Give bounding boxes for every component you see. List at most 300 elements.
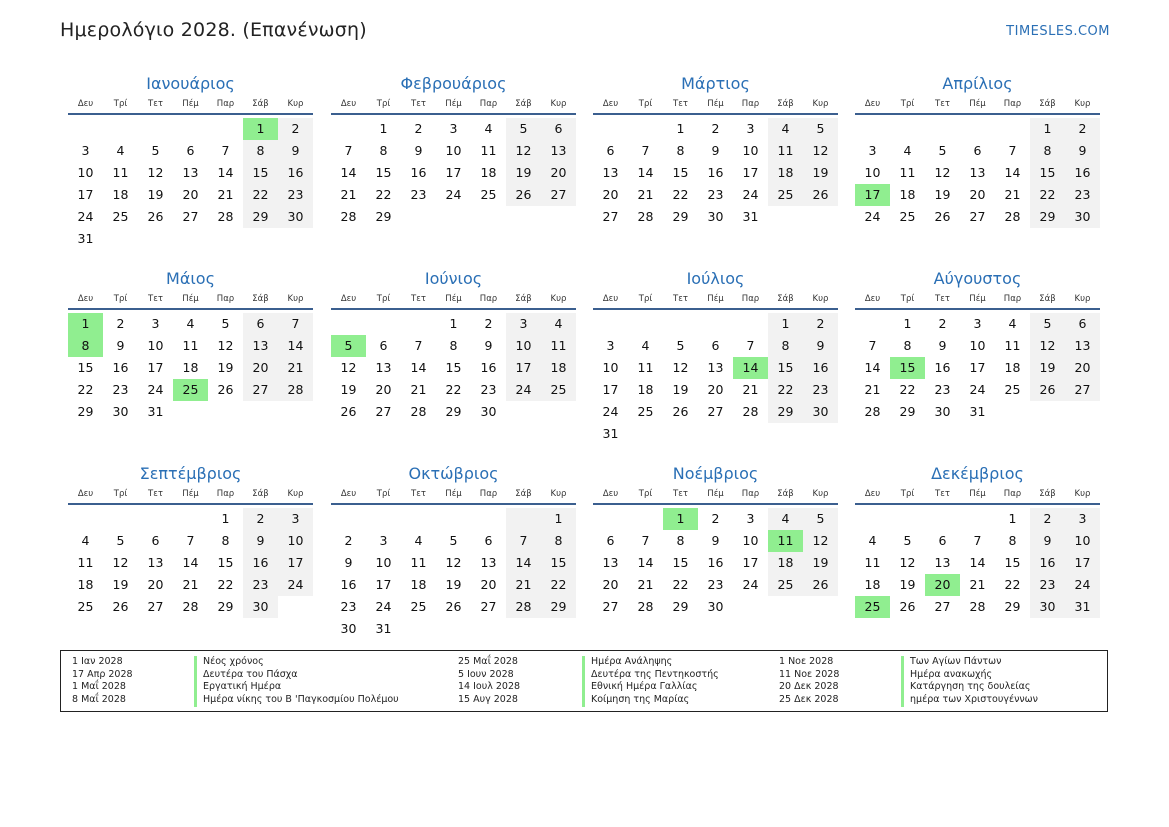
day-cell: 15 xyxy=(445,360,462,375)
day-cell: 24 xyxy=(864,209,881,224)
day-cell: 24 xyxy=(742,577,759,592)
month-calendar xyxy=(855,73,1100,228)
day-grid xyxy=(593,508,838,618)
day-cell: 5 xyxy=(803,508,838,530)
month-name: Ιούνιος xyxy=(424,269,483,288)
day-cell: 23 xyxy=(243,574,278,596)
empty-cell xyxy=(331,118,366,140)
day-cell: 19 xyxy=(112,577,129,592)
day-cell: 31 xyxy=(969,404,986,419)
day-cell: 21 xyxy=(506,574,541,596)
day-cell: 14 xyxy=(637,165,654,180)
day-cell: 26 xyxy=(217,382,234,397)
day-grid xyxy=(855,313,1100,423)
day-cell: 18 xyxy=(182,360,199,375)
day-cell: 1 xyxy=(379,121,388,136)
day-cell: 16 xyxy=(1065,162,1100,184)
day-cell: 7 xyxy=(746,338,755,353)
day-cell: 29 xyxy=(375,209,392,224)
day-cell: 3 xyxy=(746,511,755,526)
day-cell: 23 xyxy=(934,382,951,397)
day-grid xyxy=(68,118,313,250)
day-cell: 24 xyxy=(969,382,986,397)
day-cell: 8 xyxy=(903,338,912,353)
empty-cell xyxy=(733,313,768,335)
weekday-header xyxy=(331,99,576,115)
day-cell: 26 xyxy=(1030,379,1065,401)
weekday-label: Δευ xyxy=(602,294,619,304)
weekday-label: Δευ xyxy=(602,99,619,109)
weekday-label: Πέμ xyxy=(707,489,724,499)
day-cell: 3 xyxy=(506,313,541,335)
day-cell: 3 xyxy=(606,338,615,353)
day-cell: 2 xyxy=(116,316,125,331)
weekday-label: Παρ xyxy=(216,99,235,109)
day-cell: 2 xyxy=(938,316,947,331)
empty-cell xyxy=(103,508,138,530)
day-cell: 7 xyxy=(868,338,877,353)
empty-cell xyxy=(663,313,698,335)
empty-cell xyxy=(401,508,436,530)
day-cell: 21 xyxy=(278,357,313,379)
day-cell: 25 xyxy=(768,184,803,206)
day-cell: 20 xyxy=(969,187,986,202)
day-cell: 6 xyxy=(1065,313,1100,335)
weekday-label: Τετ xyxy=(411,294,426,304)
day-cell: 27 xyxy=(707,404,724,419)
day-grid xyxy=(855,508,1100,618)
legend-date: 15 Αυγ 2028 xyxy=(458,694,518,706)
legend-date: 14 Ιουλ 2028 xyxy=(458,681,521,693)
day-cell: 7 xyxy=(506,530,541,552)
day-cell: 9 xyxy=(484,338,493,353)
day-cell: 22 xyxy=(445,382,462,397)
day-cell: 28 xyxy=(637,209,654,224)
weekday-label: Κυρ xyxy=(812,294,829,304)
weekday-label: Τρί xyxy=(376,99,391,109)
day-cell: 30 xyxy=(707,209,724,224)
day-cell: 4 xyxy=(903,143,912,158)
weekday-label: Πέμ xyxy=(182,294,199,304)
day-grid xyxy=(331,508,576,640)
empty-cell xyxy=(331,313,366,335)
weekday-label: Τετ xyxy=(673,294,688,304)
day-cell: 25 xyxy=(637,404,654,419)
day-cell: 29 xyxy=(541,596,576,618)
empty-cell xyxy=(173,508,208,530)
weekday-label: Δευ xyxy=(602,489,619,499)
day-cell: 17 xyxy=(278,552,313,574)
day-cell: 6 xyxy=(186,143,195,158)
day-cell: 10 xyxy=(1065,530,1100,552)
legend-holiday-name: Ημέρα νίκης του Β 'Παγκοσμίου Πολέμου xyxy=(194,694,399,707)
day-cell: 6 xyxy=(606,143,615,158)
day-cell: 11 xyxy=(77,555,94,570)
day-cell: 9 xyxy=(803,335,838,357)
legend-holiday-name: Ημέρα ανακωχής xyxy=(901,669,1038,682)
day-cell: 22 xyxy=(768,379,803,401)
day-cell: 7 xyxy=(221,143,230,158)
day-cell: 20 xyxy=(147,577,164,592)
day-cell: 18 xyxy=(864,577,881,592)
month-name: Ιανουάριος xyxy=(146,74,235,93)
day-cell: 11 xyxy=(637,360,654,375)
day-cell: 7 xyxy=(641,533,650,548)
holiday-day-cell: 5 xyxy=(331,335,366,357)
day-cell: 4 xyxy=(116,143,125,158)
day-cell: 2 xyxy=(711,121,720,136)
day-cell: 31 xyxy=(602,426,619,441)
weekday-label: Σάβ xyxy=(252,294,269,304)
day-cell: 10 xyxy=(969,338,986,353)
day-cell: 24 xyxy=(77,209,94,224)
weekday-label: Τετ xyxy=(673,489,688,499)
weekday-label: Σάβ xyxy=(1039,99,1056,109)
holiday-day-cell: 14 xyxy=(733,357,768,379)
day-cell: 26 xyxy=(340,404,357,419)
month-calendar xyxy=(331,73,576,228)
day-cell: 6 xyxy=(379,338,388,353)
weekday-label: Κυρ xyxy=(287,489,304,499)
day-cell: 12 xyxy=(147,165,164,180)
day-cell: 5 xyxy=(1030,313,1065,335)
day-cell: 16 xyxy=(934,360,951,375)
day-cell: 20 xyxy=(243,357,278,379)
holiday-day-cell: 25 xyxy=(855,596,890,618)
day-cell: 10 xyxy=(77,165,94,180)
day-cell: 9 xyxy=(938,338,947,353)
day-cell: 23 xyxy=(707,577,724,592)
day-cell: 2 xyxy=(243,508,278,530)
day-cell: 17 xyxy=(445,165,462,180)
day-cell: 21 xyxy=(340,187,357,202)
day-cell: 17 xyxy=(742,165,759,180)
day-cell: 13 xyxy=(375,360,392,375)
day-cell: 9 xyxy=(243,530,278,552)
legend-date: 1 Νοε 2028 xyxy=(779,656,834,667)
day-cell: 25 xyxy=(112,209,129,224)
weekday-label: Παρ xyxy=(479,489,498,499)
day-cell: 13 xyxy=(147,555,164,570)
day-cell: 27 xyxy=(182,209,199,224)
day-cell: 16 xyxy=(1030,552,1065,574)
day-cell: 3 xyxy=(81,143,90,158)
day-cell: 5 xyxy=(938,143,947,158)
weekday-label: Τετ xyxy=(673,99,688,109)
day-cell: 27 xyxy=(541,184,576,206)
day-cell: 12 xyxy=(899,555,916,570)
day-cell: 6 xyxy=(243,313,278,335)
day-cell: 16 xyxy=(243,552,278,574)
day-cell: 14 xyxy=(864,360,881,375)
day-grid xyxy=(855,118,1100,228)
day-cell: 15 xyxy=(77,360,94,375)
empty-cell xyxy=(593,313,628,335)
day-cell: 15 xyxy=(672,165,689,180)
weekday-label: Πέμ xyxy=(182,489,199,499)
weekday-label: Παρ xyxy=(216,294,235,304)
weekday-label: Τρί xyxy=(376,489,391,499)
empty-cell xyxy=(593,508,628,530)
day-cell: 5 xyxy=(449,533,458,548)
day-cell: 24 xyxy=(147,382,164,397)
day-cell: 15 xyxy=(1030,162,1065,184)
day-cell: 24 xyxy=(1065,574,1100,596)
empty-cell xyxy=(68,508,103,530)
day-cell: 1 xyxy=(449,316,458,331)
day-grid xyxy=(68,313,313,423)
day-cell: 8 xyxy=(676,143,685,158)
day-cell: 31 xyxy=(147,404,164,419)
legend-date: 1 Ιαν 2028 xyxy=(72,656,123,667)
empty-cell xyxy=(925,118,960,140)
month-calendar xyxy=(331,463,576,640)
empty-cell xyxy=(103,118,138,140)
day-cell: 9 xyxy=(414,143,423,158)
day-cell: 1 xyxy=(1008,511,1017,526)
day-cell: 7 xyxy=(641,143,650,158)
empty-cell xyxy=(855,313,890,335)
day-cell: 9 xyxy=(1065,140,1100,162)
month-calendar xyxy=(68,73,313,250)
day-cell: 12 xyxy=(934,165,951,180)
day-cell: 5 xyxy=(506,118,541,140)
weekday-label: Τρί xyxy=(638,294,653,304)
weekday-label: Σάβ xyxy=(1039,294,1056,304)
site-link[interactable]: TIMESLES.COM xyxy=(1006,24,1110,39)
day-cell: 4 xyxy=(186,316,195,331)
day-cell: 6 xyxy=(711,338,720,353)
day-cell: 11 xyxy=(541,335,576,357)
day-cell: 5 xyxy=(803,118,838,140)
day-cell: 30 xyxy=(480,404,497,419)
day-cell: 1 xyxy=(768,313,803,335)
weekday-label: Κυρ xyxy=(812,489,829,499)
day-cell: 21 xyxy=(637,187,654,202)
day-cell: 26 xyxy=(899,599,916,614)
day-cell: 26 xyxy=(445,599,462,614)
day-cell: 29 xyxy=(899,404,916,419)
day-cell: 14 xyxy=(637,555,654,570)
day-cell: 24 xyxy=(506,379,541,401)
day-cell: 2 xyxy=(803,313,838,335)
day-cell: 20 xyxy=(1065,357,1100,379)
weekday-label: Σάβ xyxy=(777,294,794,304)
holiday-day-cell: 1 xyxy=(663,508,698,530)
weekday-header xyxy=(855,489,1100,505)
day-cell: 30 xyxy=(803,401,838,423)
day-cell: 4 xyxy=(768,508,803,530)
day-cell: 9 xyxy=(711,533,720,548)
weekday-header xyxy=(68,489,313,505)
weekday-label: Σάβ xyxy=(252,99,269,109)
day-cell: 6 xyxy=(151,533,160,548)
month-name: Ιούλιος xyxy=(686,269,745,288)
legend-holiday-name: Κατάργηση της δουλείας xyxy=(901,681,1038,694)
month-name: Φεβρουάριος xyxy=(400,74,507,93)
day-cell: 17 xyxy=(147,360,164,375)
day-cell: 21 xyxy=(410,382,427,397)
holiday-legend xyxy=(60,650,1108,712)
day-grid xyxy=(331,118,576,228)
weekday-label: Δευ xyxy=(864,489,881,499)
day-cell: 29 xyxy=(217,599,234,614)
day-cell: 26 xyxy=(803,184,838,206)
month-calendar xyxy=(593,463,838,618)
month-calendar xyxy=(855,463,1100,618)
day-cell: 18 xyxy=(112,187,129,202)
day-cell: 6 xyxy=(938,533,947,548)
empty-cell xyxy=(401,313,436,335)
day-cell: 30 xyxy=(1030,596,1065,618)
day-cell: 18 xyxy=(77,577,94,592)
day-cell: 22 xyxy=(672,187,689,202)
day-cell: 23 xyxy=(112,382,129,397)
day-cell: 19 xyxy=(147,187,164,202)
day-cell: 15 xyxy=(672,555,689,570)
day-cell: 1 xyxy=(221,511,230,526)
day-cell: 10 xyxy=(445,143,462,158)
month-name: Οκτώβριος xyxy=(408,464,499,483)
empty-cell xyxy=(366,508,401,530)
weekday-label: Τρί xyxy=(638,99,653,109)
weekday-label: Κυρ xyxy=(550,489,567,499)
legend-date: 5 Ιουν 2028 xyxy=(458,668,514,680)
day-cell: 26 xyxy=(803,574,838,596)
weekday-label: Κυρ xyxy=(287,99,304,109)
day-cell: 17 xyxy=(969,360,986,375)
legend-date: 1 Μαΐ 2028 xyxy=(72,681,126,693)
empty-cell xyxy=(208,118,243,140)
weekday-header xyxy=(68,99,313,115)
weekday-label: Τρί xyxy=(113,99,128,109)
day-cell: 13 xyxy=(182,165,199,180)
day-cell: 26 xyxy=(112,599,129,614)
day-cell: 22 xyxy=(672,577,689,592)
day-cell: 26 xyxy=(147,209,164,224)
day-cell: 4 xyxy=(541,313,576,335)
day-cell: 25 xyxy=(541,379,576,401)
day-cell: 18 xyxy=(480,165,497,180)
day-cell: 9 xyxy=(711,143,720,158)
day-cell: 17 xyxy=(742,555,759,570)
holiday-day-cell: 8 xyxy=(68,335,103,357)
day-cell: 27 xyxy=(375,404,392,419)
day-cell: 21 xyxy=(969,577,986,592)
day-cell: 2 xyxy=(484,316,493,331)
weekday-label: Σάβ xyxy=(515,489,532,499)
day-cell: 29 xyxy=(445,404,462,419)
day-cell: 11 xyxy=(112,165,129,180)
legend-holiday-name: Κοίμηση της Μαρίας xyxy=(582,694,719,707)
weekday-header xyxy=(593,99,838,115)
day-cell: 31 xyxy=(742,209,759,224)
weekday-label: Τετ xyxy=(148,294,163,304)
day-cell: 9 xyxy=(278,140,313,162)
day-cell: 5 xyxy=(116,533,125,548)
day-cell: 1 xyxy=(676,121,685,136)
month-calendar xyxy=(68,268,313,423)
day-cell: 22 xyxy=(1004,577,1021,592)
day-cell: 15 xyxy=(541,552,576,574)
day-cell: 22 xyxy=(243,184,278,206)
day-cell: 20 xyxy=(480,577,497,592)
legend-holiday-name: Νέος χρόνος xyxy=(194,656,399,669)
legend-holiday-name: Δευτέρα της Πεντηκοστής xyxy=(582,669,719,682)
day-cell: 12 xyxy=(112,555,129,570)
empty-cell xyxy=(138,508,173,530)
day-cell: 3 xyxy=(379,533,388,548)
weekday-label: Τετ xyxy=(935,99,950,109)
weekday-label: Πέμ xyxy=(182,99,199,109)
weekday-label: Πέμ xyxy=(445,489,462,499)
day-cell: 16 xyxy=(707,165,724,180)
month-name: Δεκέμβριος xyxy=(931,464,1024,483)
weekday-label: Τρί xyxy=(638,489,653,499)
day-cell: 18 xyxy=(541,357,576,379)
holiday-day-cell: 1 xyxy=(243,118,278,140)
weekday-header xyxy=(593,294,838,310)
day-cell: 6 xyxy=(541,118,576,140)
day-cell: 7 xyxy=(278,313,313,335)
day-cell: 8 xyxy=(379,143,388,158)
day-cell: 8 xyxy=(243,140,278,162)
weekday-label: Πέμ xyxy=(707,294,724,304)
weekday-label: Τρί xyxy=(113,294,128,304)
day-cell: 19 xyxy=(445,577,462,592)
day-cell: 11 xyxy=(768,140,803,162)
day-cell: 29 xyxy=(1004,599,1021,614)
day-cell: 8 xyxy=(221,533,230,548)
day-cell: 8 xyxy=(541,530,576,552)
day-cell: 30 xyxy=(243,596,278,618)
day-cell: 8 xyxy=(1030,140,1065,162)
month-calendar xyxy=(593,268,838,445)
day-cell: 7 xyxy=(186,533,195,548)
day-cell: 4 xyxy=(484,121,493,136)
weekday-label: Παρ xyxy=(479,99,498,109)
day-cell: 17 xyxy=(375,577,392,592)
day-cell: 27 xyxy=(969,209,986,224)
day-cell: 25 xyxy=(410,599,427,614)
legend-name-column xyxy=(582,656,719,707)
day-cell: 21 xyxy=(217,187,234,202)
day-cell: 18 xyxy=(637,382,654,397)
day-cell: 12 xyxy=(803,530,838,552)
weekday-label: Παρ xyxy=(1003,99,1022,109)
month-name: Απρίλιος xyxy=(942,74,1013,93)
day-cell: 19 xyxy=(934,187,951,202)
day-cell: 9 xyxy=(344,555,353,570)
holiday-day-cell: 17 xyxy=(855,184,890,206)
weekday-label: Δευ xyxy=(340,294,357,304)
day-cell: 16 xyxy=(480,360,497,375)
day-cell: 10 xyxy=(506,335,541,357)
weekday-label: Παρ xyxy=(216,489,235,499)
day-cell: 30 xyxy=(1065,206,1100,228)
day-cell: 29 xyxy=(243,206,278,228)
day-cell: 4 xyxy=(768,118,803,140)
day-cell: 12 xyxy=(445,555,462,570)
day-cell: 23 xyxy=(1030,574,1065,596)
weekday-label: Πέμ xyxy=(969,99,986,109)
page-title: Ημερολόγιο 2028. (Επανένωση) xyxy=(60,19,367,41)
empty-cell xyxy=(138,118,173,140)
day-cell: 14 xyxy=(217,165,234,180)
day-cell: 10 xyxy=(278,530,313,552)
day-cell: 3 xyxy=(973,316,982,331)
day-cell: 5 xyxy=(676,338,685,353)
